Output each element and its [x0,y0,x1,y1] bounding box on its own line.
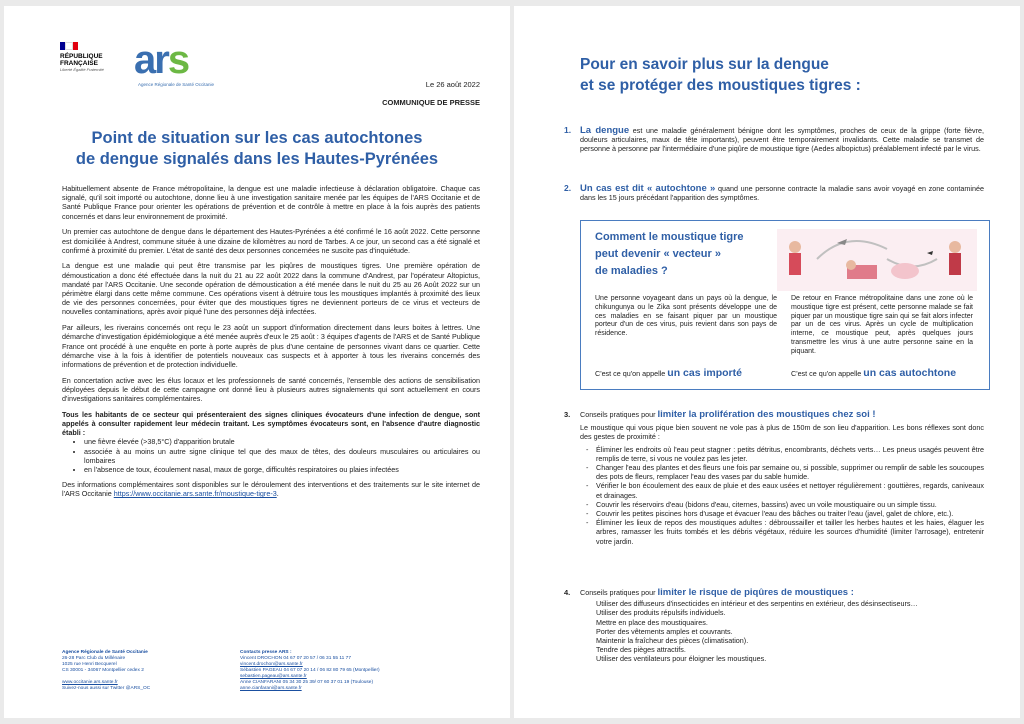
contacts-title: Contacts presse ARS : [240,650,292,655]
agency-title: Agence Régionale de Santé Occitanie [62,650,148,655]
section-prefix: Conseils pratiques pour [580,588,658,597]
contact-line: Anne CIANFARANI 05 34 30 25 39/ 07 60 37 01 19 (Toulouse) [240,680,374,685]
section-lead: Un cas est dit « autochtone » [580,183,716,194]
contact-line: Sébastien PAGEAU 04 67 07 20 14 / 06 82 80 79 65 (Montpellier) [240,668,380,673]
conclusion-term: un cas importé [667,367,742,379]
box-question [595,229,775,280]
tip-item: Maintenir la fraîcheur des pièces (climatisation). [596,636,749,646]
agency-line: CS 30001 - 34067 Montpellier cedex 2 [62,668,144,673]
agency-line: 26-28 Parc Club du Millénaire [62,656,126,661]
conclusion-term: un cas autochtone [863,367,957,379]
ars-logo-ar: ar [134,38,168,82]
ars-website-link[interactable]: https://www.occitanie.ars.sante.fr/moustique-tigre-3 [113,489,277,499]
section-autochtone [564,184,984,202]
info-title [580,54,910,96]
info-title-line-2: et se protéger des moustiques tigres : [580,77,861,94]
section-proliferation-tips [564,410,984,546]
section-number: 4. [564,588,571,597]
tip-item: - Couvrir les petites piscines hors d'usage et évacuer l'eau des bâches ou traiter l'eau (javel, galet de chlore, etc.). [596,509,984,518]
autochthonous-case-text: De retour en France métropolitaine dans une zone où le moustique tigre est présent, cette personne malade se fait piquer par un moustique tigre sain qui se fait alors infecter par un de ces virus. Après un cycle de multiplication interne, ce moustique peut, après quelques jours transmettre les virus à une autre personne saine en la piquant. [791,295,973,355]
section-dengue [564,126,984,154]
section-lead: La dengue [580,125,630,136]
agency-address [62,650,212,692]
ars-logo-s: s [167,38,189,82]
tip-item: Utiliser des ventilateurs pour éloigner les moustiques. [596,654,767,664]
contact-email[interactable]: vincent.drochon@ars.sante.fr [240,662,303,667]
tips-list [580,445,984,546]
rf-line1: RÉPUBLIQUE [60,53,103,60]
tip-item: - Changer l'eau des plantes et des fleurs une fois par semaine ou, si possible, supprimer ou remplir de sable les soucoupes des pots de fleurs, remplacer l'eau des vases par du sable humide. [596,463,984,481]
symptom-item: • associée à au moins un autre signe clinique tel que des maux de têtes, des douleurs musculaires ou articulaires ou lombaires [84,447,480,465]
symptom-list [62,437,480,474]
section-bite-tips [564,588,984,664]
ars-logo-subtitle: Agence Régionale de Santé Occitanie [138,82,215,87]
title-line-1: Point de situation sur les cas autochtones [91,129,423,147]
tip-item: Mettre en place des moustiquaires. [596,617,708,627]
agency-website[interactable]: www.occitanie.ars.sante.fr [62,680,118,685]
imported-case-text: Une personne voyageant dans un pays où la dengue, le chikungunya ou le Zika sont présents développe une de ces maladies en se faisant piquer par un moustique porteur d'un de ces virus, puis revient dans son pays de résidence. [595,295,777,338]
tip-item: Porter des vêtements amples et couvrants. [596,626,733,636]
imported-case-conclusion [595,367,742,379]
republique-francaise-logo [60,42,120,72]
box-question-line: de maladies ? [595,265,668,277]
press-release-page [4,6,510,718]
autochthonous-case-conclusion [791,367,956,379]
press-label: COMMUNIQUE DE PRESSE [382,98,480,107]
twitter-handle: Suivez-nous aussi sur Twitter @ARS_OC [62,686,151,691]
contact-email[interactable]: sebastien.pageau@ars.sante.fr [240,674,307,679]
section-intro: Le moustique qui vous pique bien souvent ne vole pas à plus de 150m de son lieu d'apparition. Les bons réflexes sont donc des gestes de proximité : [580,423,984,442]
contact-line: Vincent DROCHON 04 67 07 20 57 / 06 31 55 11 77 [240,656,352,661]
symptom-item: • une fièvre élevée (>38,5°C) d'apparition brutale [84,437,480,446]
conclusion-prefix: C'est ce qu'on appelle [791,369,864,378]
info-title-line-1: Pour en savoir plus sur la dengue [580,56,829,73]
section-prefix: Conseils pratiques pour [580,410,658,419]
transmission-illustration [777,229,977,291]
tips-list [580,599,984,663]
paragraph: La dengue est une maladie qui peut être transmise par les piqûres de moustiques tigres. Une première opération de démoustication a donc été effectuée dans la nuit du 21 au 22 août 2022 dans la commune d'Andrest, par l'opérateur Altopictus, mandaté par l'ARS Occitanie. Une seconde opération de démoustication a été menée dans le nuit du 25 au 26 Août 2022 sur un périmètre élargi dans cette même commune. Ces opérations visent à détruire tous les moustiques implantés à proximité des lieux de vie des personnes concernées, pour éviter que des moustiques tigres ne deviennent porteurs de ce virus et vecteurs de nouvelles contaminations, après avoir piqué l'une des personnes déjà infectées. [62,261,480,317]
paragraph: En concertation active avec les élus locaux et les professionnels de santé concernés, l'ensemble des actions de sensibilisation déployées depuis le début de cette campagne ont donné lieu à plusieurs autres signalements qui sont actuellement en cours d'investigations sanitaires complémentaires. [62,375,480,404]
section-text: quand une personne contracte la maladie sans avoir voyagé en zone contaminée dans les 15 jours précédant l'apparition des symptômes. [580,184,984,203]
ars-logo [134,38,244,90]
tip-item: - Vérifier le bon écoulement des eaux de pluie et des eaux usées et nettoyer régulièrement : gouttières, regards, caniveaux et drainages. [596,481,984,499]
article-body [62,184,480,499]
french-flag-icon [60,42,78,50]
release-date: Le 26 août 2022 [425,80,480,89]
paragraph: Un premier cas autochtone de dengue dans le département des Hautes-Pyrénées a été confirmé le 16 août 2022. Cette personne est domiciliée à Andrest, commune située à une dizaine de kilomètres au nord de Tarbes. A ce jour, un second cas a été signalé et confirmé à proximité du premier. L'état de santé des deux personnes concernées ne suscite pas d'inquiétude. [62,227,480,255]
section-lead: limiter le risque de piqûres de moustiques : [657,587,854,598]
tip-item: - Couvrir les réservoirs d'eau (bidons d'eau, citernes, bassins) avec un voile moustiquaire ou un simple tissu. [596,500,984,509]
section-number: 1. [564,125,572,135]
tip-item: Utiliser des diffuseurs d'insecticides en intérieur et des serpentins en extérieur, des désinsectiseurs… [596,599,918,609]
info-page [514,6,1020,718]
press-contacts [240,650,480,692]
box-question-line: Comment le moustique tigre [595,231,744,243]
page-title [44,128,470,170]
rf-motto: Liberté Égalité Fraternité [60,67,104,72]
rf-line2: FRANÇAISE [60,60,98,67]
tip-item: - Éliminer les endroits où l'eau peut stagner : petits détritus, encombrants, déchets verts… Les pneus usagés peuvent être remplis de terre, si vous ne voulez pas les jeter. [596,445,984,463]
section-number: 2. [564,183,572,193]
page-header [60,38,480,142]
box-question-line: peut devenir « vecteur » [595,248,721,260]
closing-paragraph: Des informations complémentaires sont disponibles sur le déroulement des interventions et des traitements sur le site internet de l'ARS Occitanie https://www.occitanie.ars.sante.fr/moustique-tigre-3. [62,480,480,499]
tip-item: Tendre des pièges attractifs. [596,645,686,655]
section-lead: limiter la prolifération des moustiques chez soi ! [657,409,876,420]
contact-email[interactable]: anne.cianfarani@ars.sante.fr [240,686,302,691]
paragraph: Par ailleurs, les riverains concernés ont reçu le 23 août un support d'information directement dans leurs boites à lettres. Une démarche d'investigation épidémiologique a été menée auprès d'eux le 25 août : 3 équipes d'agents de l'ARS et de Santé Publique France ont procédé à une enquête en porte à porte auprès de plus d'une centaine de personnes vivant dans ce quartier. Cette démarche vise à la fois à identifier de potentiels nouveaux cas suspects et à apporter à tous les riverains concernés des informations de prévention et de protection individuelle. [62,323,480,369]
vector-explainer-box [580,220,990,390]
tip-item: - Éliminer les lieux de repos des moustiques adultes : débroussailler et tailler les herbes hautes et les haies, élaguer les arbres, ramasser les fruits tombés et les débris végétaux, réduire les sources d'humidité (limiter l'arrosage), entretenir votre jardin. [596,518,984,546]
closing-text: Des informations complémentaires sont disponibles sur le déroulement des interventions et des traitements sur le site internet de l'ARS Occitanie [62,480,480,499]
section-text: est une maladie généralement bénigne dont les symptômes, proches de ceux de la grippe (forte fièvre, douleurs articulaires, maux de tête importants), peuvent être temporairement invalidants. Cette maladie se transmet de personne à personne par l'intermédiaire d'une piqûre de moustique tigre (Aedes albopictus) préalablement infecté par le virus. [580,126,984,154]
section-number: 3. [564,410,571,419]
agency-line: 1025 rue Henri Becquerel [62,662,117,667]
conclusion-prefix: C'est ce qu'on appelle [595,369,668,378]
symptom-item: • en l'absence de toux, écoulement nasal, maux de gorge, difficultés respiratoires ou plaies infectées [84,465,480,474]
paragraph: Habituellement absente de France métropolitaine, la dengue est une maladie infectieuse à déclaration obligatoire. Chaque cas signalé, qu'il soit importé ou autochtone, donne lieu à une investigation sanitaire menée par les équipes de l'ARS Occitanie et de Santé Publique France pour orienter les opérations de prévention et de contrôle à mettre en place à la fois auprès des patients concernés et dans leur environnement de proximité. [62,184,480,221]
tip-item: Utiliser des produits répulsifs individuels. [596,608,726,618]
title-line-2: de dengue signalés dans les Hautes-Pyrénées [75,150,439,168]
consult-doctor-notice: Tous les habitants de ce secteur qui présenteraient des signes cliniques évocateurs d'une infection de dengue, sont appelés à consulter rapidement leur médecin traitant. Les symptômes évocateurs sont, en l'absence d'autre diagnostic établi : [62,409,480,438]
